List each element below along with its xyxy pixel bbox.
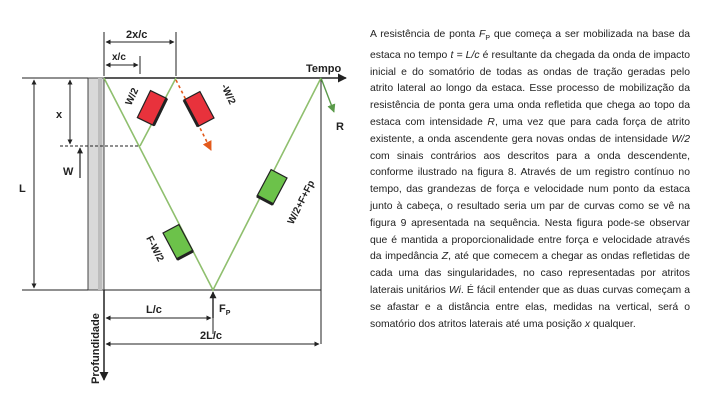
r-arrow (321, 78, 334, 112)
label-w-half-f-fp: W/2+F+Fp (285, 178, 318, 227)
depth-axis-label: Profundidade (90, 313, 102, 384)
time-axis-label: Tempo (306, 63, 342, 75)
r-label: R (336, 121, 344, 133)
red-box-minus-w-half (184, 92, 214, 127)
label-w-half-1: W/2 (123, 86, 142, 108)
label-f-w-half: F-W/2 (143, 234, 166, 264)
label-w: W (63, 166, 74, 178)
label-2l-c: 2L/c (200, 330, 223, 342)
label-x: x (56, 109, 63, 121)
body-paragraph: A resistência de ponta $F_P$ que começa a ser mobilizada na base da estaca no tempo t = L/c é resultante da chegada da onda de impacto inicial e do somatório de todas as ondas de tração geradas pelo atrito lateral ao longo da estaca. Esse processo de mobilização da resistência de ponta gera uma onda refletida que chega ao topo da estaca com intensidade R, uma vez que para cada força de atrito existente, a onda ascendente gera novas ondas de intensidade W/2 com sinais contrários aos descritos para a onda descendente, conforme ilustrado na figura 8. Através de um registro contínuo no tempo, das grandezas de força e velocidade num ponto da estaca junto à cabeça, o resultado seria um par de curvas como se vê na figura 9 apresentada na sequência. Nesta figura pode-se observar que é mantida a proporcionalidade entre força e velocidade através da impedância Z, até que comecem a chegar as ondas refletidas de cada uma das singularidades, no caso representadas por atritos laterais unitários Wi. É fácil entender que as duas curvas começam a se afastar e a distância entre elas, medidas na vertical, será o somatório dos atritos laterais até uma posição x qualquer. (370, 29, 691, 330)
label-fp: $F_P$ (219, 303, 231, 317)
label-l: L (19, 183, 26, 195)
label-x-c: x/c (112, 52, 126, 63)
red-box-w-half (137, 91, 166, 126)
label-2x-c: 2x/c (126, 29, 148, 41)
label-l-c: L/c (146, 304, 162, 316)
wave-path (104, 78, 321, 290)
label-w-half-2: -W/2 (218, 82, 238, 107)
green-box-right (257, 170, 287, 205)
green-box-left (163, 225, 193, 260)
